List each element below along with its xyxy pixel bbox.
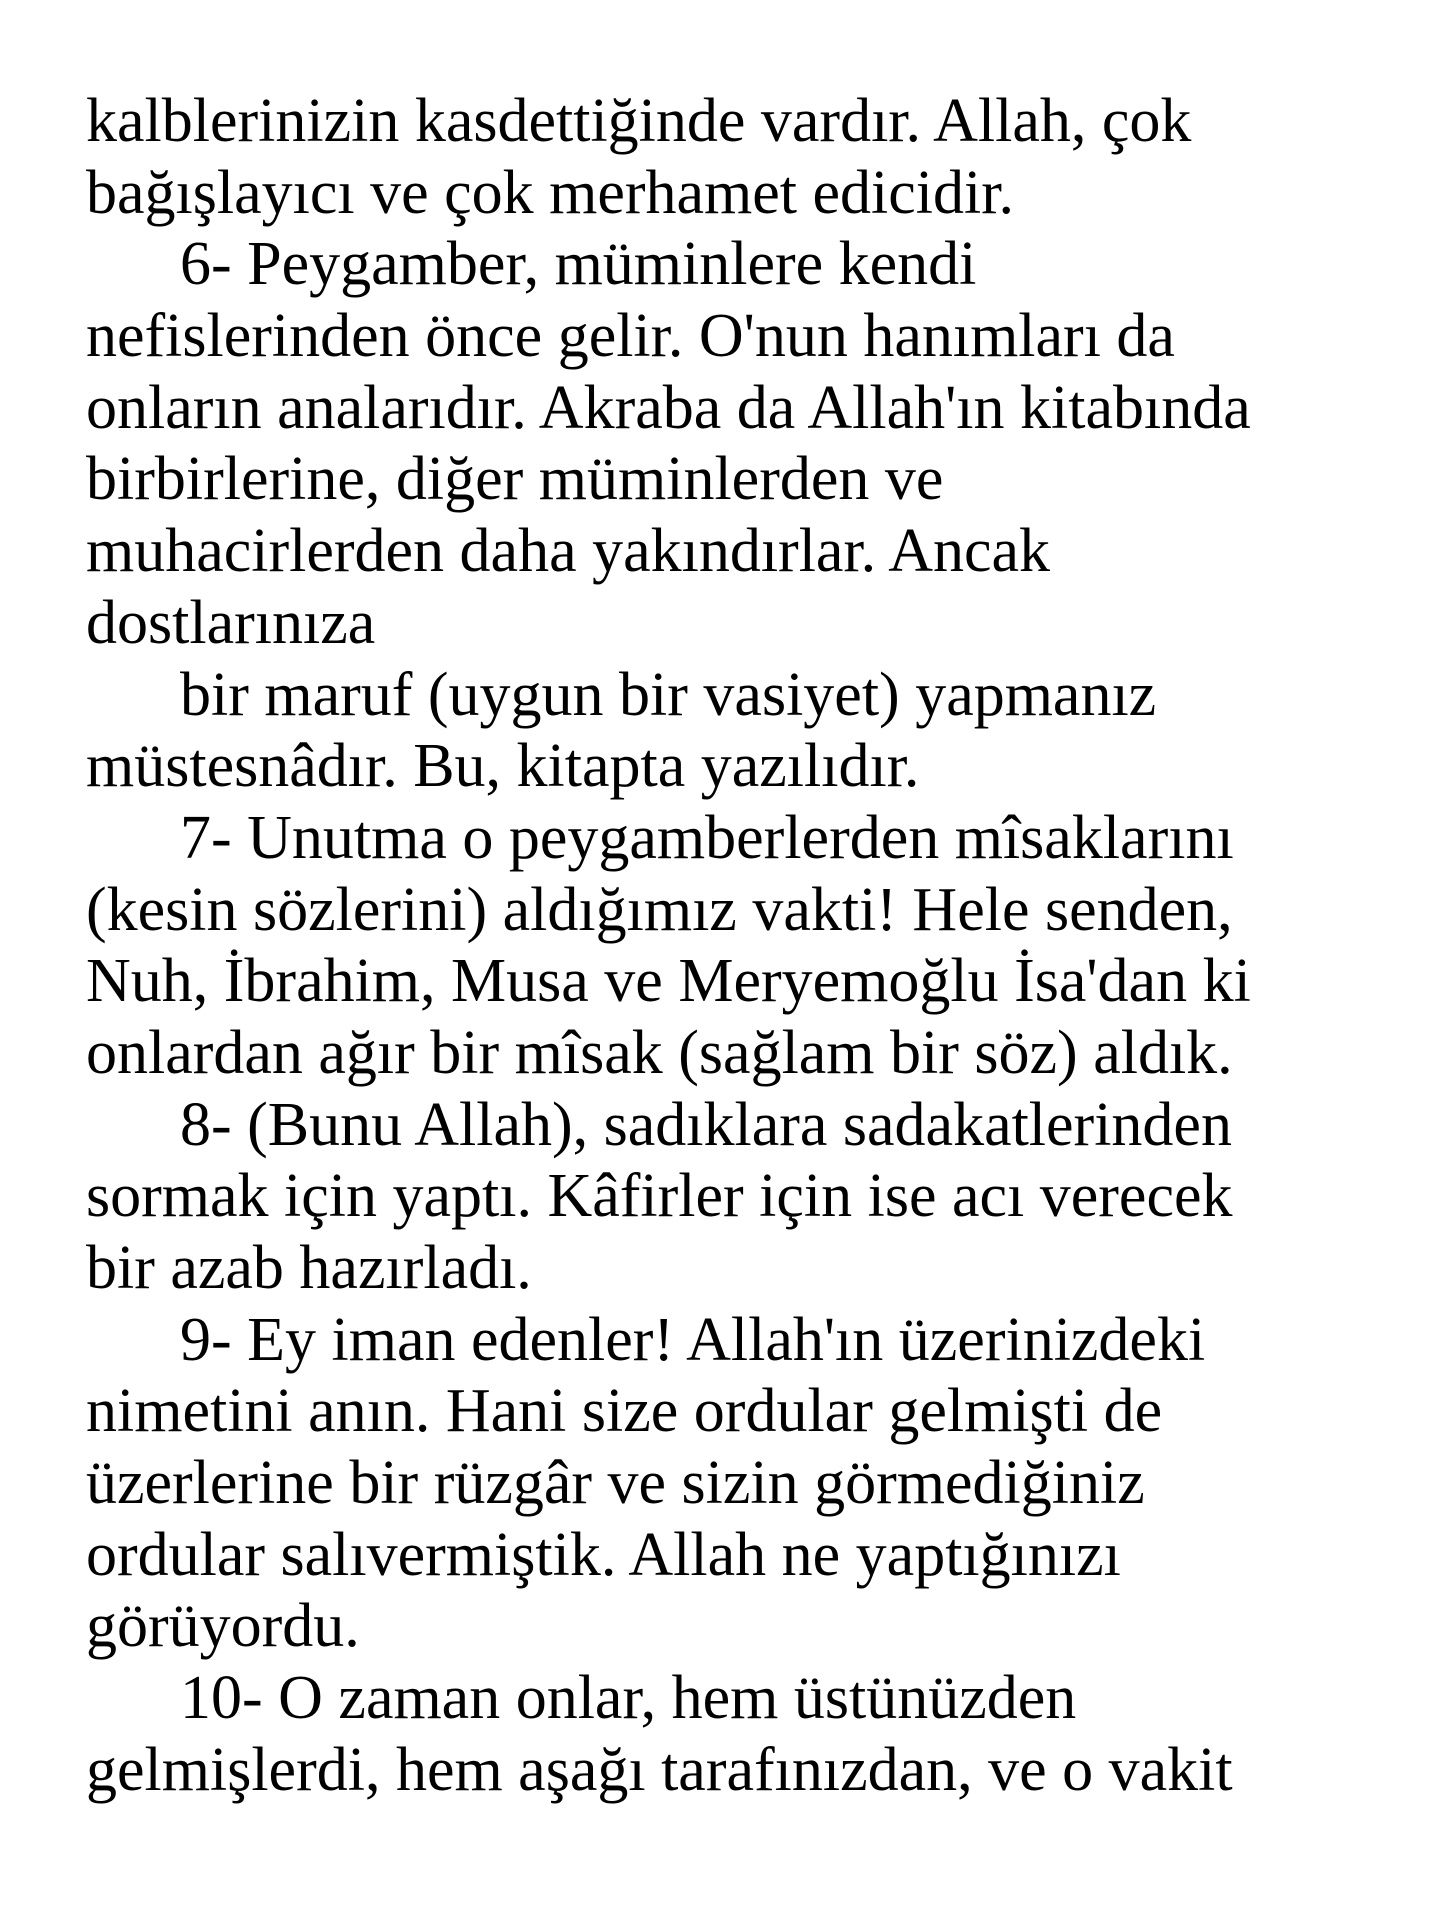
body-text (86, 86, 1406, 1807)
text-line: dostlarınıza (86, 588, 376, 657)
text-line: Nuh, İbrahim, Musa ve Meryemoğlu İsa'dan ki (86, 947, 1251, 1016)
text-line: onlardan ağır bir mîsak (sağlam bir söz) aldık. (86, 1018, 1233, 1087)
text-line: sormak için yaptı. Kâfirler için ise acı verecek (86, 1162, 1233, 1231)
text-line: onların analarıdır. Akraba da Allah'ın kitabında (86, 373, 1251, 442)
text-line: nimetini anın. Hani size ordular gelmişti de (86, 1377, 1163, 1446)
text-line: birbirlerine, diğer müminlerden ve (86, 445, 944, 514)
text-line: 8- (Bunu Allah), sadıklara sadakatlerinden (180, 1090, 1232, 1159)
text-line: muhacirlerden daha yakındırlar. Ancak (86, 517, 1051, 586)
text-line: bir azab hazırladı. (86, 1234, 532, 1302)
text-line: ordular salıvermiştik. Allah ne yaptığınızı (86, 1520, 1121, 1589)
text-line: 9- Ey iman edenler! Allah'ın üzerinizdeki (180, 1305, 1206, 1374)
text-line: 6- Peygamber, müminlere kendi (180, 230, 977, 299)
text-line: bir maruf (uygun bir vasiyet) yapmanız (180, 660, 1157, 729)
text-line: görüyordu. (86, 1592, 360, 1661)
text-line: gelmişlerdi, hem aşağı tarafınızdan, ve o vakit (86, 1735, 1233, 1804)
text-line: nefislerinden önce gelir. O'nun hanımları da (86, 302, 1175, 371)
text-line: bağışlayıcı ve çok merhamet edicidir. (86, 158, 1014, 227)
text-line: 10- O zaman onlar, hem üstünüzden (180, 1664, 1077, 1733)
text-line: kalblerinizin kasdettiğinde vardır. Allah, çok (86, 87, 1192, 155)
text-line: (kesin sözlerini) aldığımız vakti! Hele senden, (86, 875, 1233, 944)
text-line: müstesnâdır. Bu, kitapta yazılıdır. (86, 732, 920, 801)
text-line: 7- Unutma o peygamberlerden mîsaklarını (180, 803, 1234, 872)
text-line: üzerlerine bir rüzgâr ve sizin görmediğiniz (86, 1449, 1145, 1518)
